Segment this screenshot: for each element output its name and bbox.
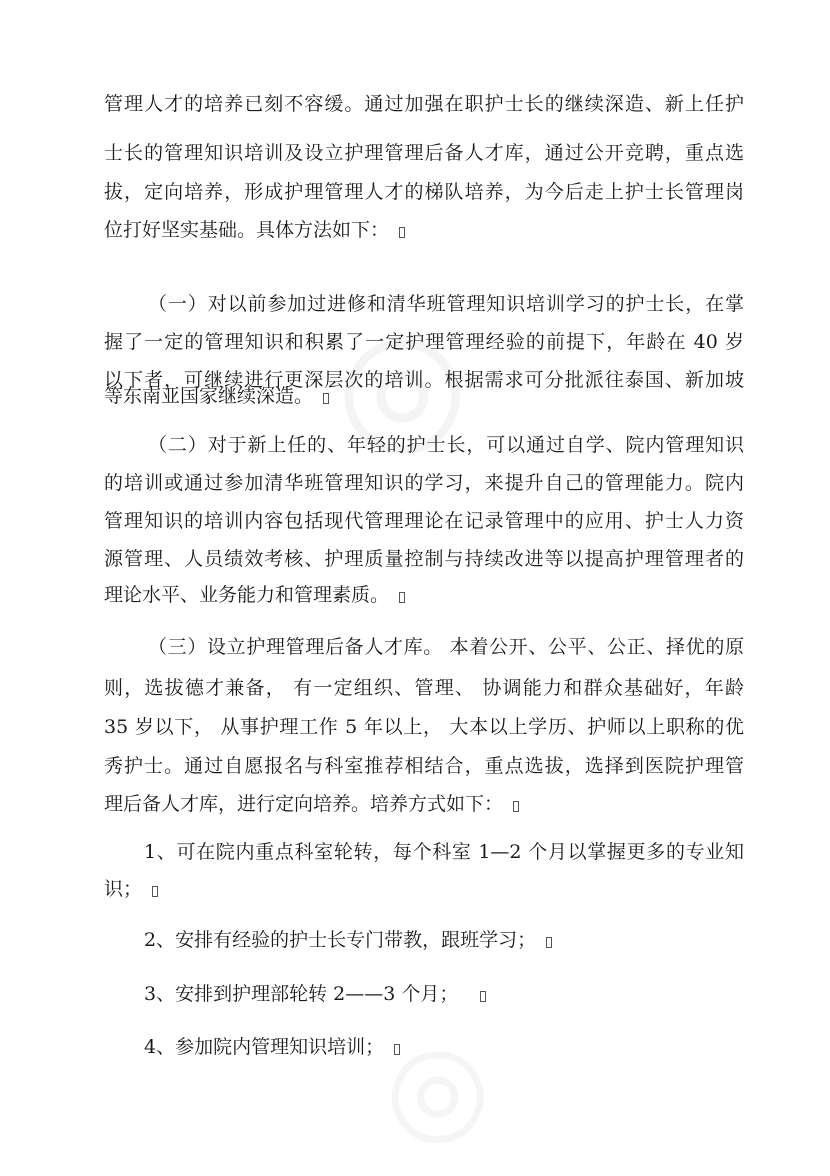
list-item-1-line-2: 识； — [104, 877, 744, 901]
paragraph-2-line-4: 等东南亚国家继续深造。 — [104, 384, 744, 408]
paragraph-2-line-1: （一）对以前参加过进修和清华班管理知识培训学习的护士长，在掌 — [148, 293, 744, 315]
paragraph-2-line-3: 以下者，可继续进行更深层次的培训。根据需求可分批派往泰国、新加坡 — [104, 369, 744, 391]
paragraph-mark-icon — [513, 801, 519, 812]
paragraph-mark-icon — [399, 592, 405, 603]
paragraph-3-line-5: 理论水平、业务能力和管理素质。 — [104, 583, 744, 607]
paragraph-mark-icon — [323, 393, 329, 404]
paragraph-mark-icon — [399, 227, 405, 238]
watermark-lower — [350, 1003, 516, 1176]
paragraph-1-line-1: 管理人才的培养已刻不容缓。通过加强在职护士长的继续深造、新上任护 — [104, 93, 744, 115]
paragraph-mark-icon — [546, 937, 552, 948]
paragraph-mark-icon — [152, 886, 158, 897]
paragraph-4-line-4: 秀护士。通过自愿报名与科室推荐相结合，重点选拔，选择到医院护理管 — [104, 755, 744, 777]
list-item-2: 2、安排有经验的护士长专门带教，跟班学习； — [144, 928, 784, 952]
paragraph-4-line-1: （三）设立护理管理后备人才库。 本着公开、公平、公正、择优的原 — [148, 636, 744, 658]
paragraph-4-line-5: 理后备人才库，进行定向培养。培养方式如下： — [104, 792, 744, 816]
paragraph-2-line-2: 握了一定的管理知识和积累了一定护理管理经验的前提下，年龄在 40 岁 — [104, 331, 744, 353]
paragraph-3-line-1: （二）对于新上任的、年轻的护士长，可以通过自学、院内管理知识 — [148, 434, 744, 456]
paragraph-4-line-2: 则，选拔德才兼备， 有一定组织、管理、 协调能力和群众基础好，年龄 — [104, 677, 744, 699]
paragraph-mark-icon — [394, 1044, 400, 1055]
paragraph-1-line-2: 士长的管理知识培训及设立护理管理后备人才库，通过公开竞聘，重点选 — [104, 142, 744, 164]
paragraph-mark-icon — [480, 991, 486, 1002]
list-item-1-line-1: 1、可在院内重点科室轮转，每个科室 1—2 个月以掌握更多的专业知 — [144, 841, 744, 863]
paragraph-3-line-3: 管理知识的培训内容包括现代管理理论在记录管理中的应用、护士人力资 — [104, 510, 744, 532]
paragraph-1-line-4: 位打好坚实基础。具体方法如下： — [104, 218, 744, 242]
paragraph-3-line-4: 源管理、人员绩效考核、护理质量控制与持续改进等以提高护理管理者的 — [104, 548, 744, 570]
paragraph-1-line-3: 拔，定向培养，形成护理管理人才的梯队培养，为今后走上护士长管理岗 — [104, 181, 744, 203]
paragraph-4-line-3: 35 岁以下， 从事护理工作 5 年以上， 大本以上学历、护师以上职称的优 — [104, 716, 744, 738]
list-item-3: 3、安排到护理部轮转 2——3 个月； — [144, 982, 784, 1006]
list-item-4: 4、参加院内管理知识培训； — [144, 1035, 784, 1059]
paragraph-3-line-2: 的培训或通过参加清华班管理知识的学习，来提升自己的管理能力。院内 — [104, 472, 744, 494]
